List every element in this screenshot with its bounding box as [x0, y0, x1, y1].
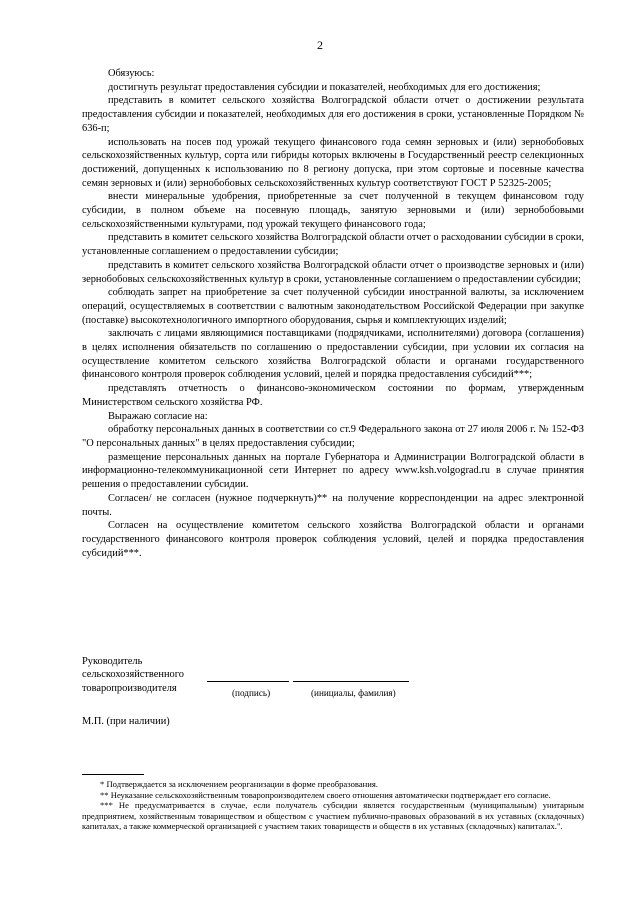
- paragraph: размещение персональных данных на портале Губернатора и Администрации Волгоградской области в информационно-телекоммуникационной сети Интернет по адресу www.ksh.volgograd.ru в случае принятия решения о предоставлении субсидии.: [82, 451, 584, 491]
- footnote: *** Не предусматривается в случае, если получатель субсидии является государственным (муниципальным) унитарным предприятием, хозяйственным товариществом и обществом с участием публично-правовых образований в их уставных (складочных) капиталах, а также коммерческой организацией с участием таких товариществ и обществ в их уставных (складочных) капиталах.".: [82, 800, 584, 832]
- paragraph: Согласен/ не согласен (нужное подчеркнуть)** на получение корреспонденции на адрес электронной почты.: [82, 492, 584, 518]
- paragraph: использовать на посев под урожай текущего финансового года семян зерновых и (или) зернобобовых сельскохозяйственных культур, сорта или гибриды которых включены в Государственный реестр селекционных достижений, допущенных к использованию по 8 региону допуска, при этом сортовые и посевные качества семян зерновых и (или) зернобобовых сельскохозяйственных культур соответствуют ГОСТ Р 52325-2005;: [82, 136, 584, 189]
- signature-line: [207, 681, 289, 682]
- name-caption: (инициалы, фамилия): [311, 688, 396, 698]
- paragraph: внести минеральные удобрения, приобретенные за счет полученной в текущем финансовом году субсидии, в полном объеме на посевную площадь, занятую зерновыми и (или) зернобобовыми сельскохозяйственными культурами, под урожай текущего финансового года;: [82, 191, 584, 230]
- footnote-separator: [82, 774, 144, 775]
- paragraph-consent-heading: Выражаю согласие на:: [108, 410, 208, 422]
- paragraph: представлять отчетность о финансово-экономическом состоянии по формам, утвержденным Министерством сельского хозяйства РФ.: [82, 383, 584, 408]
- paragraph-obligations-heading: Обязуюсь:: [108, 68, 155, 79]
- footnote: ** Неуказание сельскохозяйственным товаропроизводителем своего отношения автоматически подтверждает его согласие.: [100, 789, 551, 800]
- paragraph: представить в комитет сельского хозяйства Волгоградской области отчет о достижении результата предоставления субсидии и показателей, необходимых для его достижения в сроки, установленные Порядком № 636-п;: [82, 95, 584, 134]
- page-number: 2: [317, 38, 323, 52]
- signatory-block: [82, 655, 184, 695]
- paragraph: Согласен на осуществление комитетом сельского хозяйства Волгоградской области и органами государственного финансового контроля проверок соблюдения условий, целей и порядка предоставления субсидий***.: [82, 520, 584, 559]
- paragraph: представить в комитет сельского хозяйства Волгоградской области отчет о расходовании субсидии в сроки, установленные соглашением о предоставлении субсидии;: [82, 232, 584, 258]
- paragraph: достигнуть результат предоставления субсидии и показателей, необходимых для его достижения;: [108, 81, 541, 93]
- name-line: [293, 681, 409, 682]
- paragraph: заключать с лицами являющимися поставщиками (подрядчиками, исполнителями) договора (соглашения) в целях исполнения обязательств по соглашению о предоставлении субсидии, при условии их согласия на осуществление комитетом сельского хозяйства Волгоградской области и органами государственного финансового контроля проверок соблюдения условий, целей и порядка предоставления субсидий***;: [82, 328, 584, 381]
- paragraph: соблюдать запрет на приобретение за счет полученной субсидии иностранной валюты, за исключением операций, осуществляемых в соответствии с валютным законодательством Российской Федерации при закупке (поставке) высокотехнологичного импортного оборудования, сырья и комплектующих изделий;: [82, 287, 584, 326]
- paragraph: представить в комитет сельского хозяйства Волгоградской области отчет о производстве зерновых и (или) зернобобовых сельскохозяйственных культур в сроки, установленные соглашением о предоставлении субсидии;: [82, 259, 584, 285]
- signatory-role-line: товаропроизводителя: [82, 682, 177, 694]
- footnotes: [82, 779, 584, 832]
- paragraph: обработку персональных данных в соответствии со ст.9 Федерального закона от 27 июля 2006 г. № 152-ФЗ "О персональных данных" в целях предоставления субсидии;: [82, 424, 584, 449]
- document-body: [82, 67, 584, 560]
- stamp-note: М.П. (при наличии): [82, 716, 170, 727]
- footnote: * Подтверждается за исключением реорганизации в форме преобразования.: [100, 779, 378, 789]
- signatory-role-line: Руководитель: [82, 656, 143, 667]
- signature-caption: (подпись): [232, 688, 271, 698]
- signatory-role-line: сельскохозяйственного: [82, 669, 184, 681]
